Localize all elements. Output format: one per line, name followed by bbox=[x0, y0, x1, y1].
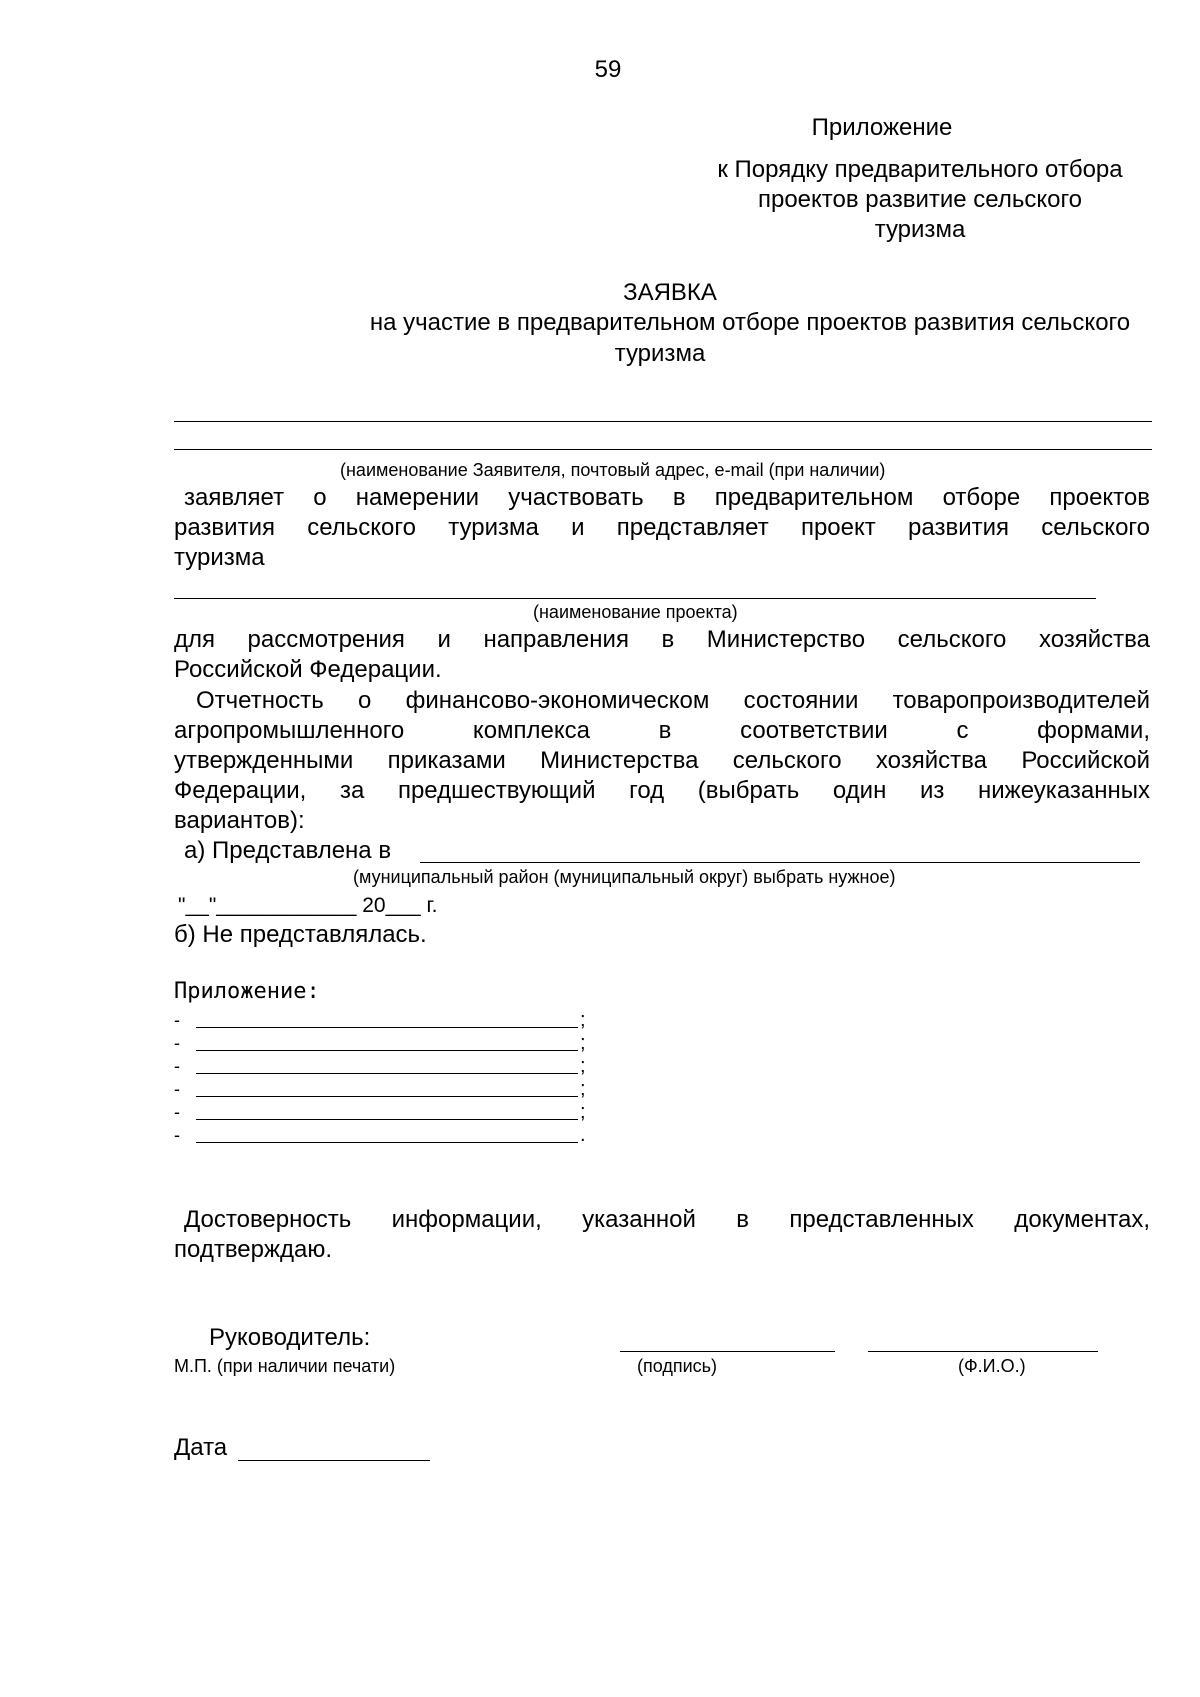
date-label: Дата bbox=[174, 1434, 228, 1461]
attachment-punct: ; bbox=[580, 1078, 586, 1100]
name-underline bbox=[868, 1351, 1098, 1352]
reporting-line-2: агропромышленного комплекса в соответствии с формами, bbox=[174, 717, 1150, 744]
appendix-line-1: к Порядку предварительного отбора bbox=[717, 156, 1123, 183]
attachment-underline bbox=[196, 1119, 578, 1120]
statement-line-1: заявляет о намерении участвовать в предварительном отборе проектов bbox=[184, 484, 1150, 511]
option-a-label: а) Представлена в bbox=[184, 837, 392, 864]
option-a-date-line: "__"____________ 20___ г. bbox=[178, 894, 438, 917]
attachment-dash: - bbox=[174, 1079, 180, 1099]
page-number: 59 bbox=[594, 56, 622, 83]
certification-line-2: подтверждаю. bbox=[174, 1236, 333, 1263]
attachment-punct: ; bbox=[580, 1009, 586, 1031]
option-b: б) Не представлялась. bbox=[174, 921, 427, 948]
attachment-dash: - bbox=[174, 1033, 180, 1053]
purpose-line-1: для рассмотрения и направления в Министерство сельского хозяйства bbox=[174, 626, 1150, 653]
attachment-dash: - bbox=[174, 1102, 180, 1122]
attachments-title: Приложение: bbox=[174, 979, 320, 1004]
applicant-caption: (наименование Заявителя, почтовый адрес, e-mail (при наличии) bbox=[340, 460, 886, 480]
attachment-underline bbox=[196, 1027, 578, 1028]
attachment-dash: - bbox=[174, 1125, 180, 1145]
attachment-underline bbox=[196, 1096, 578, 1097]
certification-line-1: Достоверность информации, указанной в представленных документах, bbox=[184, 1206, 1150, 1233]
application-subtitle-line-2: туризма bbox=[614, 340, 706, 367]
stamp-caption: М.П. (при наличии печати) bbox=[174, 1356, 396, 1376]
attachment-line bbox=[174, 1078, 594, 1101]
purpose-line-2: Российской Федерации. bbox=[174, 656, 442, 683]
appendix-line-2: проектов развитие сельского bbox=[757, 186, 1083, 213]
date-underline bbox=[238, 1460, 430, 1461]
attachment-dash: - bbox=[174, 1010, 180, 1030]
head-label: Руководитель: bbox=[209, 1324, 371, 1351]
attachment-underline bbox=[196, 1142, 578, 1143]
application-subtitle-line-1: на участие в предварительном отборе проектов развития сельского bbox=[369, 309, 1131, 336]
option-a-underline bbox=[420, 862, 1140, 863]
reporting-line-1: Отчетность о финансово-экономическом состоянии товаропроизводителей bbox=[196, 687, 1150, 714]
reporting-line-3: утвержденными приказами Министерства сельского хозяйства Российской bbox=[174, 747, 1150, 774]
appendix-title: Приложение bbox=[811, 114, 953, 141]
attachment-underline bbox=[196, 1050, 578, 1051]
project-underline bbox=[174, 598, 1096, 599]
attachment-line bbox=[174, 1032, 594, 1055]
statement-line-2: развития сельского туризма и представляет проект развития сельского bbox=[174, 514, 1150, 541]
attachment-line bbox=[174, 1009, 594, 1032]
reporting-line-5: вариантов): bbox=[174, 807, 305, 834]
project-caption: (наименование проекта) bbox=[533, 602, 738, 622]
attachment-punct: ; bbox=[580, 1032, 586, 1054]
applicant-underline-2 bbox=[174, 449, 1152, 450]
signature-underline bbox=[620, 1351, 835, 1352]
attachment-underline bbox=[196, 1073, 578, 1074]
attachment-punct: . bbox=[580, 1124, 586, 1146]
attachment-punct: ; bbox=[580, 1101, 586, 1123]
statement-line-3: туризма bbox=[174, 544, 265, 571]
attachment-line bbox=[174, 1055, 594, 1078]
application-title: ЗАЯВКА bbox=[623, 279, 717, 306]
attachment-dash: - bbox=[174, 1056, 180, 1076]
attachment-punct: ; bbox=[580, 1055, 586, 1077]
attachment-line bbox=[174, 1101, 594, 1124]
attachment-line bbox=[174, 1124, 594, 1147]
name-caption: (Ф.И.О.) bbox=[958, 1356, 1026, 1376]
applicant-underline-1 bbox=[174, 421, 1152, 422]
signature-caption: (подпись) bbox=[637, 1356, 718, 1376]
option-a-caption: (муниципальный район (муниципальный округ) выбрать нужное) bbox=[353, 867, 896, 887]
appendix-line-3: туризма bbox=[874, 216, 966, 243]
reporting-line-4: Федерации, за предшествующий год (выбрать один из нижеуказанных bbox=[174, 777, 1150, 804]
